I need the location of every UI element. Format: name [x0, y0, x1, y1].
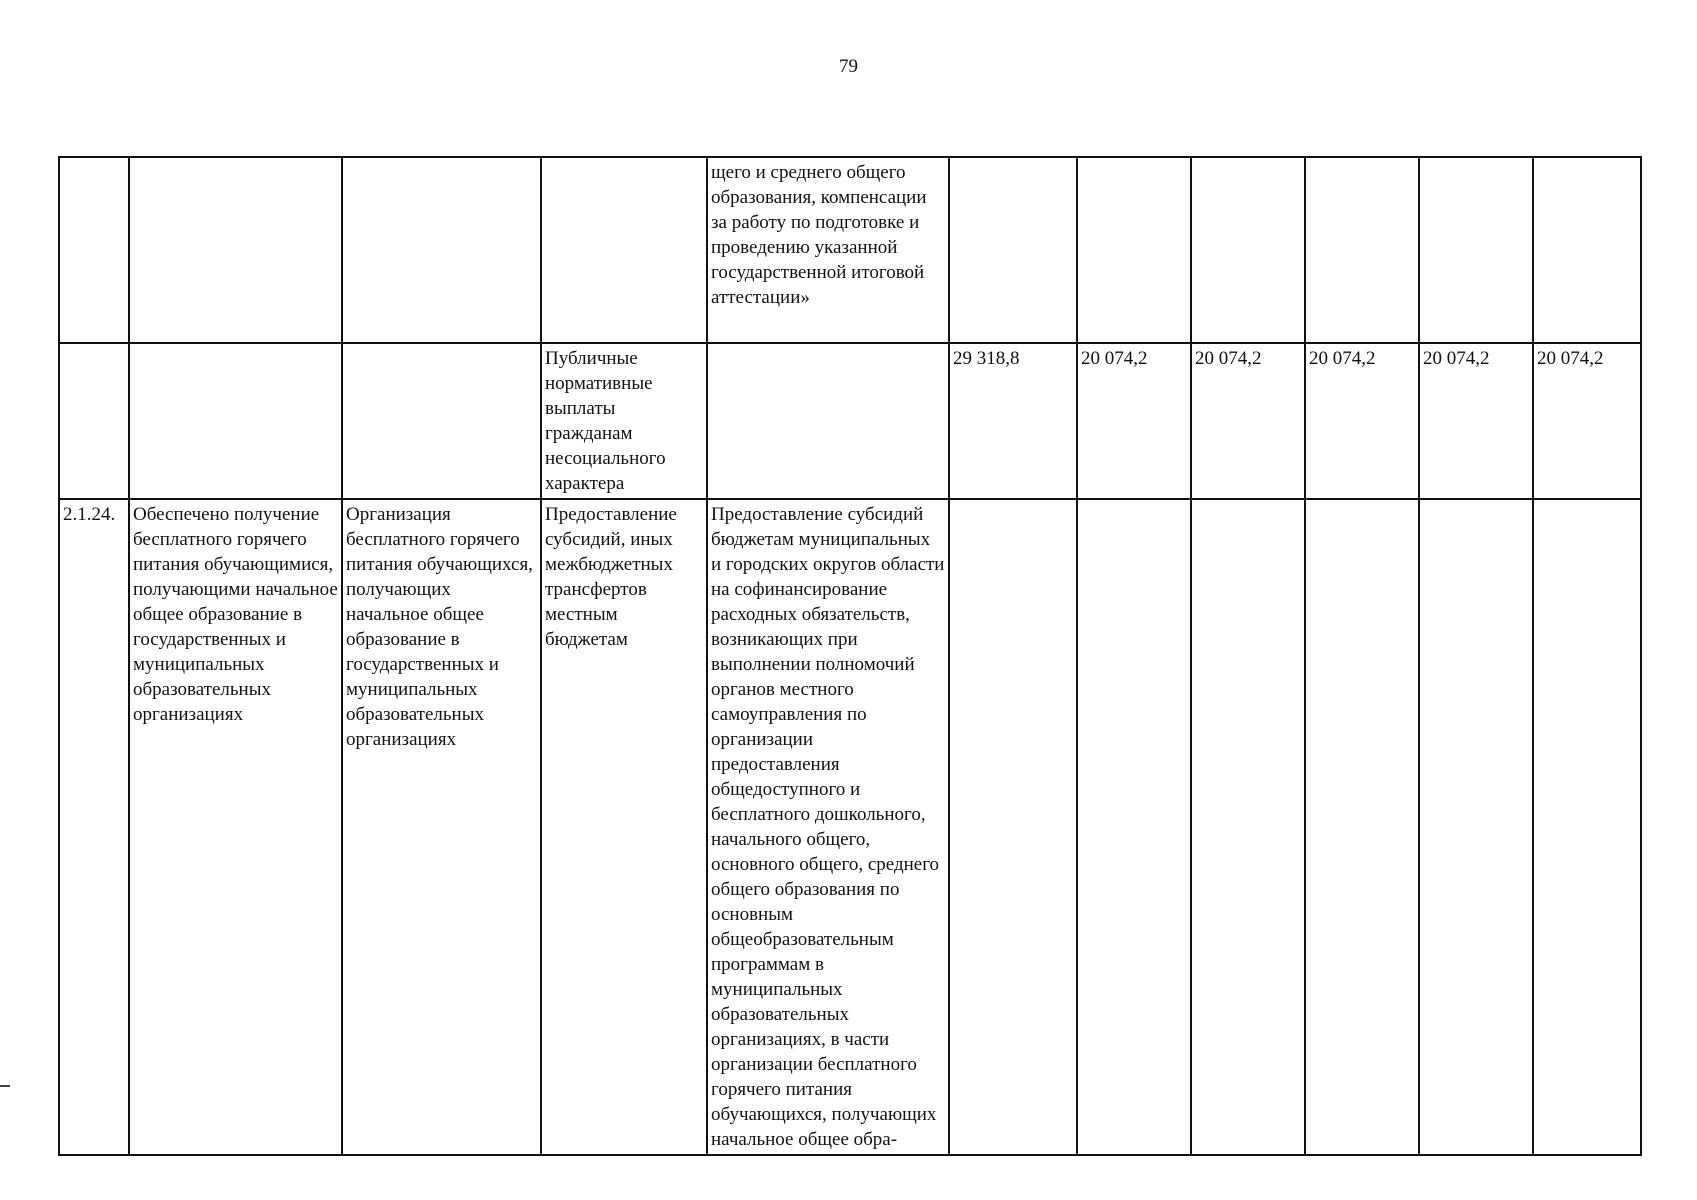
table-row — [59, 499, 1641, 1155]
budget-table — [58, 156, 1642, 1156]
value-cell: 29 318,8 — [949, 343, 1077, 499]
result-cell — [129, 157, 342, 343]
value-cell — [949, 499, 1077, 1155]
page-number: 79 — [839, 56, 858, 77]
value-cell: 20 074,2 — [1077, 343, 1191, 499]
value-cell: 20 074,2 — [1419, 343, 1533, 499]
measure-cell: Организация бесплатного горячего питания обучающихся, получающих начальное общее образование в государственных и муниципальных образовательных организациях — [342, 499, 541, 1155]
value-cell — [1533, 499, 1641, 1155]
table-row — [59, 343, 1641, 499]
measure-cell — [342, 157, 541, 343]
description-cell — [707, 343, 949, 499]
value-cell — [1191, 157, 1305, 343]
value-cell — [1191, 499, 1305, 1155]
value-cell — [949, 157, 1077, 343]
expense-type-cell — [541, 157, 707, 343]
value-cell: 20 074,2 — [1533, 343, 1641, 499]
result-cell: Обеспечено получение бесплатного горячего питания обучающимися, получающими начальное общее образование в государственных и муниципальных образовательных организациях — [129, 499, 342, 1155]
row-number-cell: 2.1.24. — [59, 499, 129, 1155]
measure-cell — [342, 343, 541, 499]
value-cell: 20 074,2 — [1191, 343, 1305, 499]
description-cell: Предоставление субсидий бюджетам муниципальных и городских округов области на софинансирование расходных обязательств, возникающих при выполнении полномочий органов местного самоуправления по организации предоставления общедоступного и бесплатного дошкольного, начального общего, основного общего, среднего общего образования по основным общеобразовательным программам в муниципальных образовательных организациях, в части организации бесплатного горячего питания обучающихся, получающих начальное общее обра- — [707, 499, 949, 1155]
expense-type-cell: Предоставление субсидий, иных межбюджетных трансфертов местным бюджетам — [541, 499, 707, 1155]
scan-mark — [0, 1085, 10, 1087]
value-cell — [1305, 499, 1419, 1155]
row-number-cell — [59, 343, 129, 499]
value-cell — [1077, 157, 1191, 343]
value-cell: 20 074,2 — [1305, 343, 1419, 499]
value-cell — [1077, 499, 1191, 1155]
row-number-cell — [59, 157, 129, 343]
value-cell — [1305, 157, 1419, 343]
expense-type-cell: Публичные нормативные выплаты гражданам несоциального характера — [541, 343, 707, 499]
value-cell — [1533, 157, 1641, 343]
description-cell: щего и среднего общего образования, компенсации за работу по подготовке и проведению указанной государственной итоговой аттестации» — [707, 157, 949, 343]
result-cell — [129, 343, 342, 499]
value-cell — [1419, 157, 1533, 343]
table-row — [59, 157, 1641, 343]
value-cell — [1419, 499, 1533, 1155]
